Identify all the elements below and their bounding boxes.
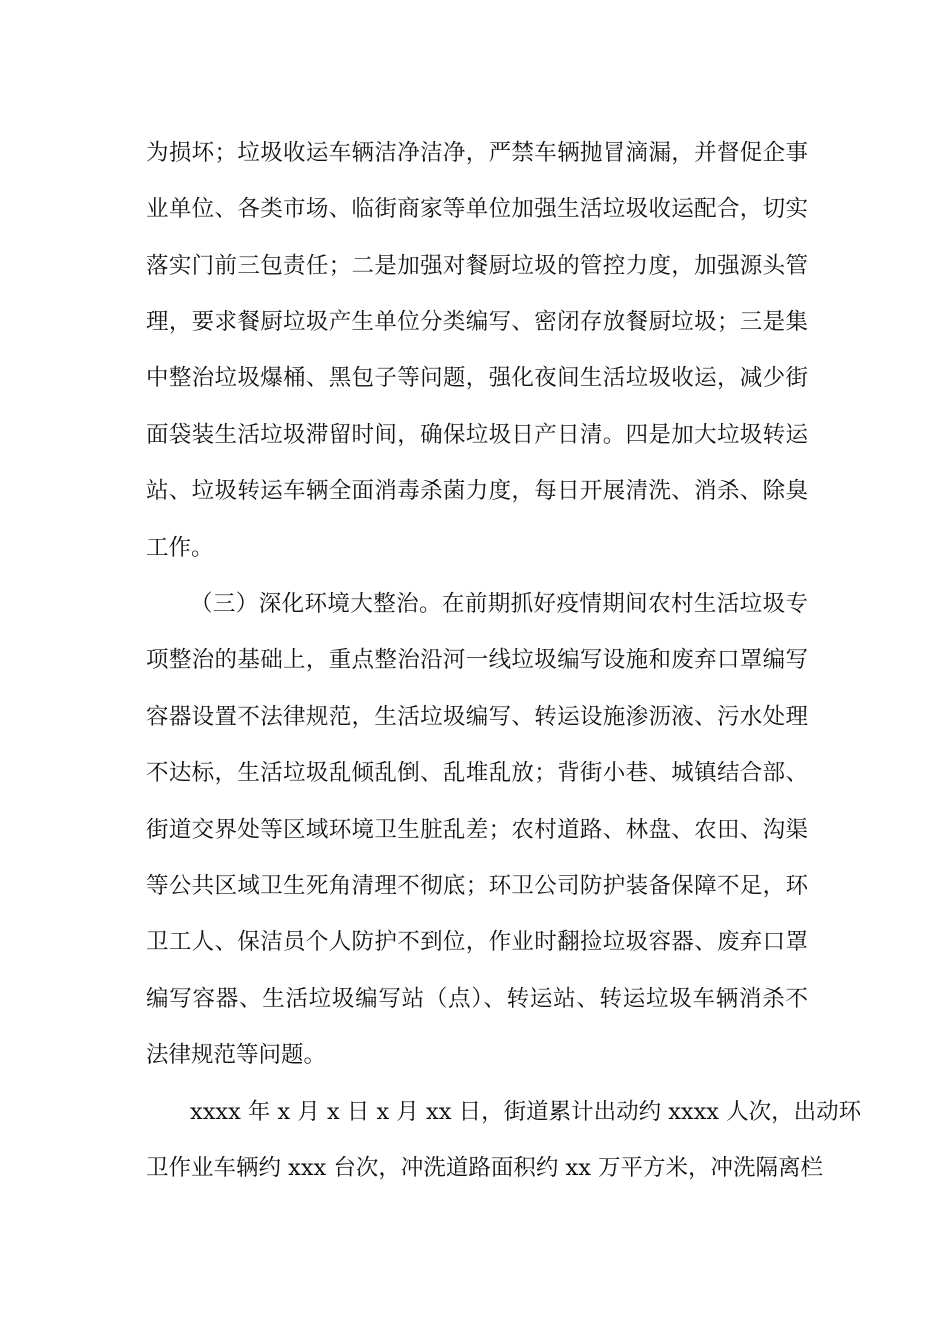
paragraph-line: 业单位、各类市场、临街商家等单位加强生活垃圾收运配合，切实 xyxy=(146,196,808,222)
paragraph-line: 项整治的基础上，重点整治沿河一线垃圾编写设施和废弃口罩编写 xyxy=(146,647,808,673)
paragraph-line: 落实门前三包责任；二是加强对餐厨垃圾的管控力度，加强源头管 xyxy=(146,253,808,279)
paragraph-line: 不达标，生活垃圾乱倾乱倒、乱堆乱放；背街小巷、城镇结合部、 xyxy=(146,760,808,786)
paragraph-line: 卫作业车辆约 xxx 台次，冲洗道路面积约 xx 万平方米，冲洗隔离栏 xyxy=(146,1155,824,1181)
paragraph-line: 中整治垃圾爆桶、黑包子等问题，强化夜间生活垃圾收运，减少街 xyxy=(146,365,808,391)
paragraph-line: 理，要求餐厨垃圾产生单位分类编写、密闭存放餐厨垃圾；三是集 xyxy=(146,309,808,335)
paragraph-line: xxxx 年 x 月 x 日 x 月 xx 日，街道累计出动约 xxxx 人次，出动环 xyxy=(190,1099,862,1125)
paragraph-line: 法律规范等问题。 xyxy=(146,1042,327,1068)
paragraph-line: 站、垃圾转运车辆全面消毒杀菌力度，每日开展清洗、消杀、除臭 xyxy=(146,478,808,504)
paragraph-line: 街道交界处等区域环境卫生脏乱差；农村道路、林盘、农田、沟渠 xyxy=(146,817,808,843)
paragraph-line: 卫工人、保洁员个人防护不到位，作业时翻捡垃圾容器、废弃口罩 xyxy=(146,929,808,955)
paragraph-line: 等公共区域卫生死角清理不彻底；环卫公司防护装备保障不足，环 xyxy=(146,873,808,899)
paragraph-line: 工作。 xyxy=(146,535,214,561)
paragraph-line: 为损坏；垃圾收运车辆洁净洁净，严禁车辆抛冒滴漏，并督促企事 xyxy=(146,140,808,166)
paragraph-line: 编写容器、生活垃圾编写站（点）、转运站、转运垃圾车辆消杀不 xyxy=(146,986,808,1012)
paragraph-line: 面袋装生活垃圾滞留时间，确保垃圾日产日清。四是加大垃圾转运 xyxy=(146,422,808,448)
paragraph-line: 容器设置不法律规范，生活垃圾编写、转运设施渗沥液、污水处理 xyxy=(146,704,808,730)
section-heading-line: （三）深化环境大整治。在前期抓好疫情期间农村生活垃圾专 xyxy=(190,591,808,617)
